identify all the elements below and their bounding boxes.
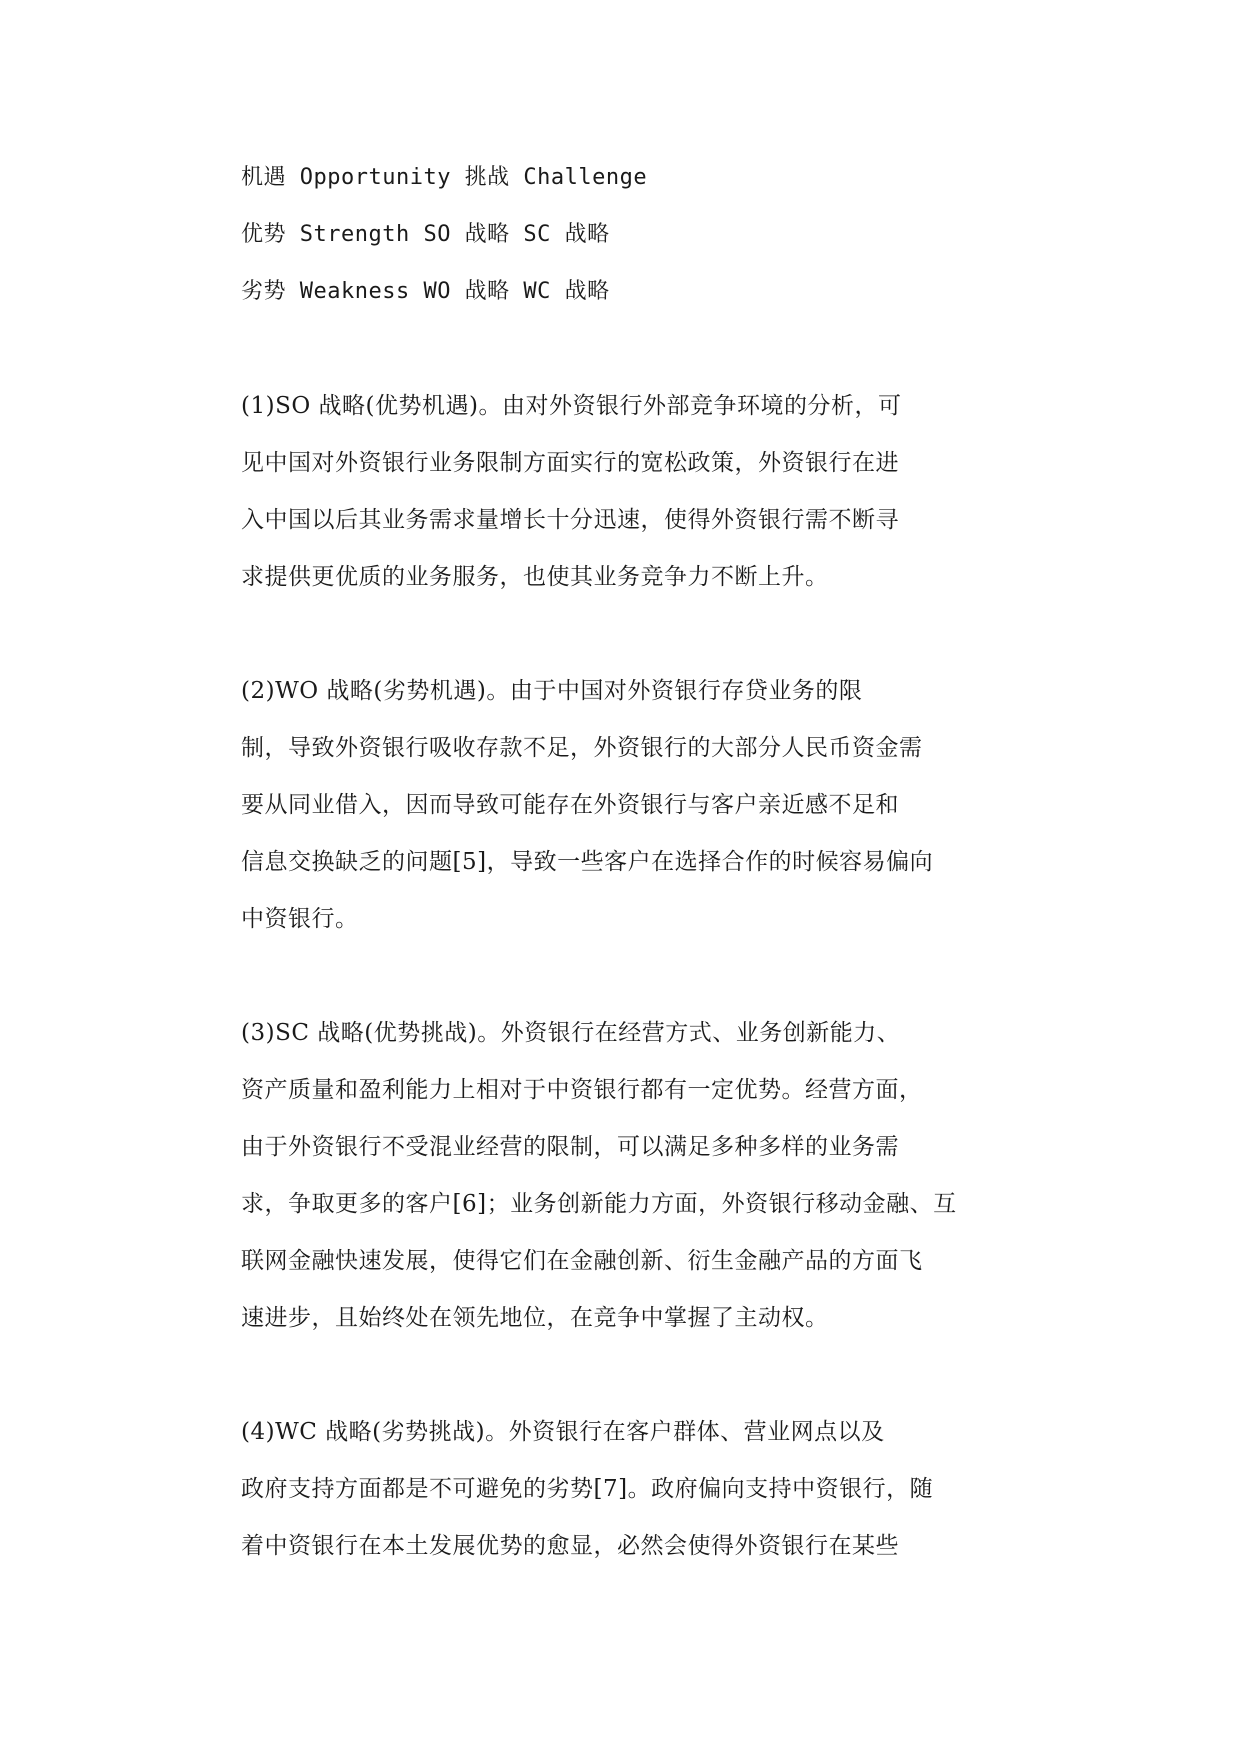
swot-row-strength: 优势 Strength SO 战略 SC 战略	[241, 222, 610, 247]
paragraph-wo-line: 制，导致外资银行吸收存款不足，外资银行的大部分人民币资金需	[241, 735, 923, 761]
paragraph-wo-line: 信息交换缺乏的问题[5]，导致一些客户在选择合作的时候容易偏向	[241, 849, 934, 875]
paragraph-so-line: 求提供更优质的业务服务，也使其业务竞争力不断上升。	[241, 564, 829, 590]
paragraph-so-line: (1)SO 战略(优势机遇)。由对外资银行外部竞争环境的分析，可	[241, 393, 902, 419]
paragraph-wc-line: (4)WC 战略(劣势挑战)。外资银行在客户群体、营业网点以及	[241, 1419, 885, 1445]
paragraph-sc-line: 联网金融快速发展，使得它们在金融创新、衍生金融产品的方面飞	[241, 1248, 923, 1274]
paragraph-wo-line: (2)WO 战略(劣势机遇)。由于中国对外资银行存贷业务的限	[241, 678, 863, 704]
paragraph-wo-line: 要从同业借入，因而导致可能存在外资银行与客户亲近感不足和	[241, 792, 899, 818]
paragraph-wc-line: 政府支持方面都是不可避免的劣势[7]。政府偏向支持中资银行，随	[241, 1476, 934, 1502]
swot-row-weakness: 劣势 Weakness WO 战略 WC 战略	[241, 279, 610, 304]
paragraph-wc-line: 着中资银行在本土发展优势的愈显，必然会使得外资银行在某些	[241, 1533, 899, 1559]
paragraph-so-line: 入中国以后其业务需求量增长十分迅速，使得外资银行需不断寻	[241, 507, 899, 533]
paragraph-sc-line: 资产质量和盈利能力上相对于中资银行都有一定优势。经营方面，	[241, 1077, 923, 1103]
paragraph-sc-line: 由于外资银行不受混业经营的限制，可以满足多种多样的业务需	[241, 1134, 899, 1160]
paragraph-sc-line: 求，争取更多的客户[6]；业务创新能力方面，外资银行移动金融、互	[241, 1191, 957, 1217]
paragraph-wo-line: 中资银行。	[241, 906, 359, 932]
paragraph-sc-line: 速进步，且始终处在领先地位，在竞争中掌握了主动权。	[241, 1305, 829, 1331]
paragraph-so-line: 见中国对外资银行业务限制方面实行的宽松政策，外资银行在进	[241, 450, 899, 476]
swot-row-header: 机遇 Opportunity 挑战 Challenge	[241, 165, 648, 190]
paragraph-sc-line: (3)SC 战略(优势挑战)。外资银行在经营方式、业务创新能力、	[241, 1020, 901, 1046]
